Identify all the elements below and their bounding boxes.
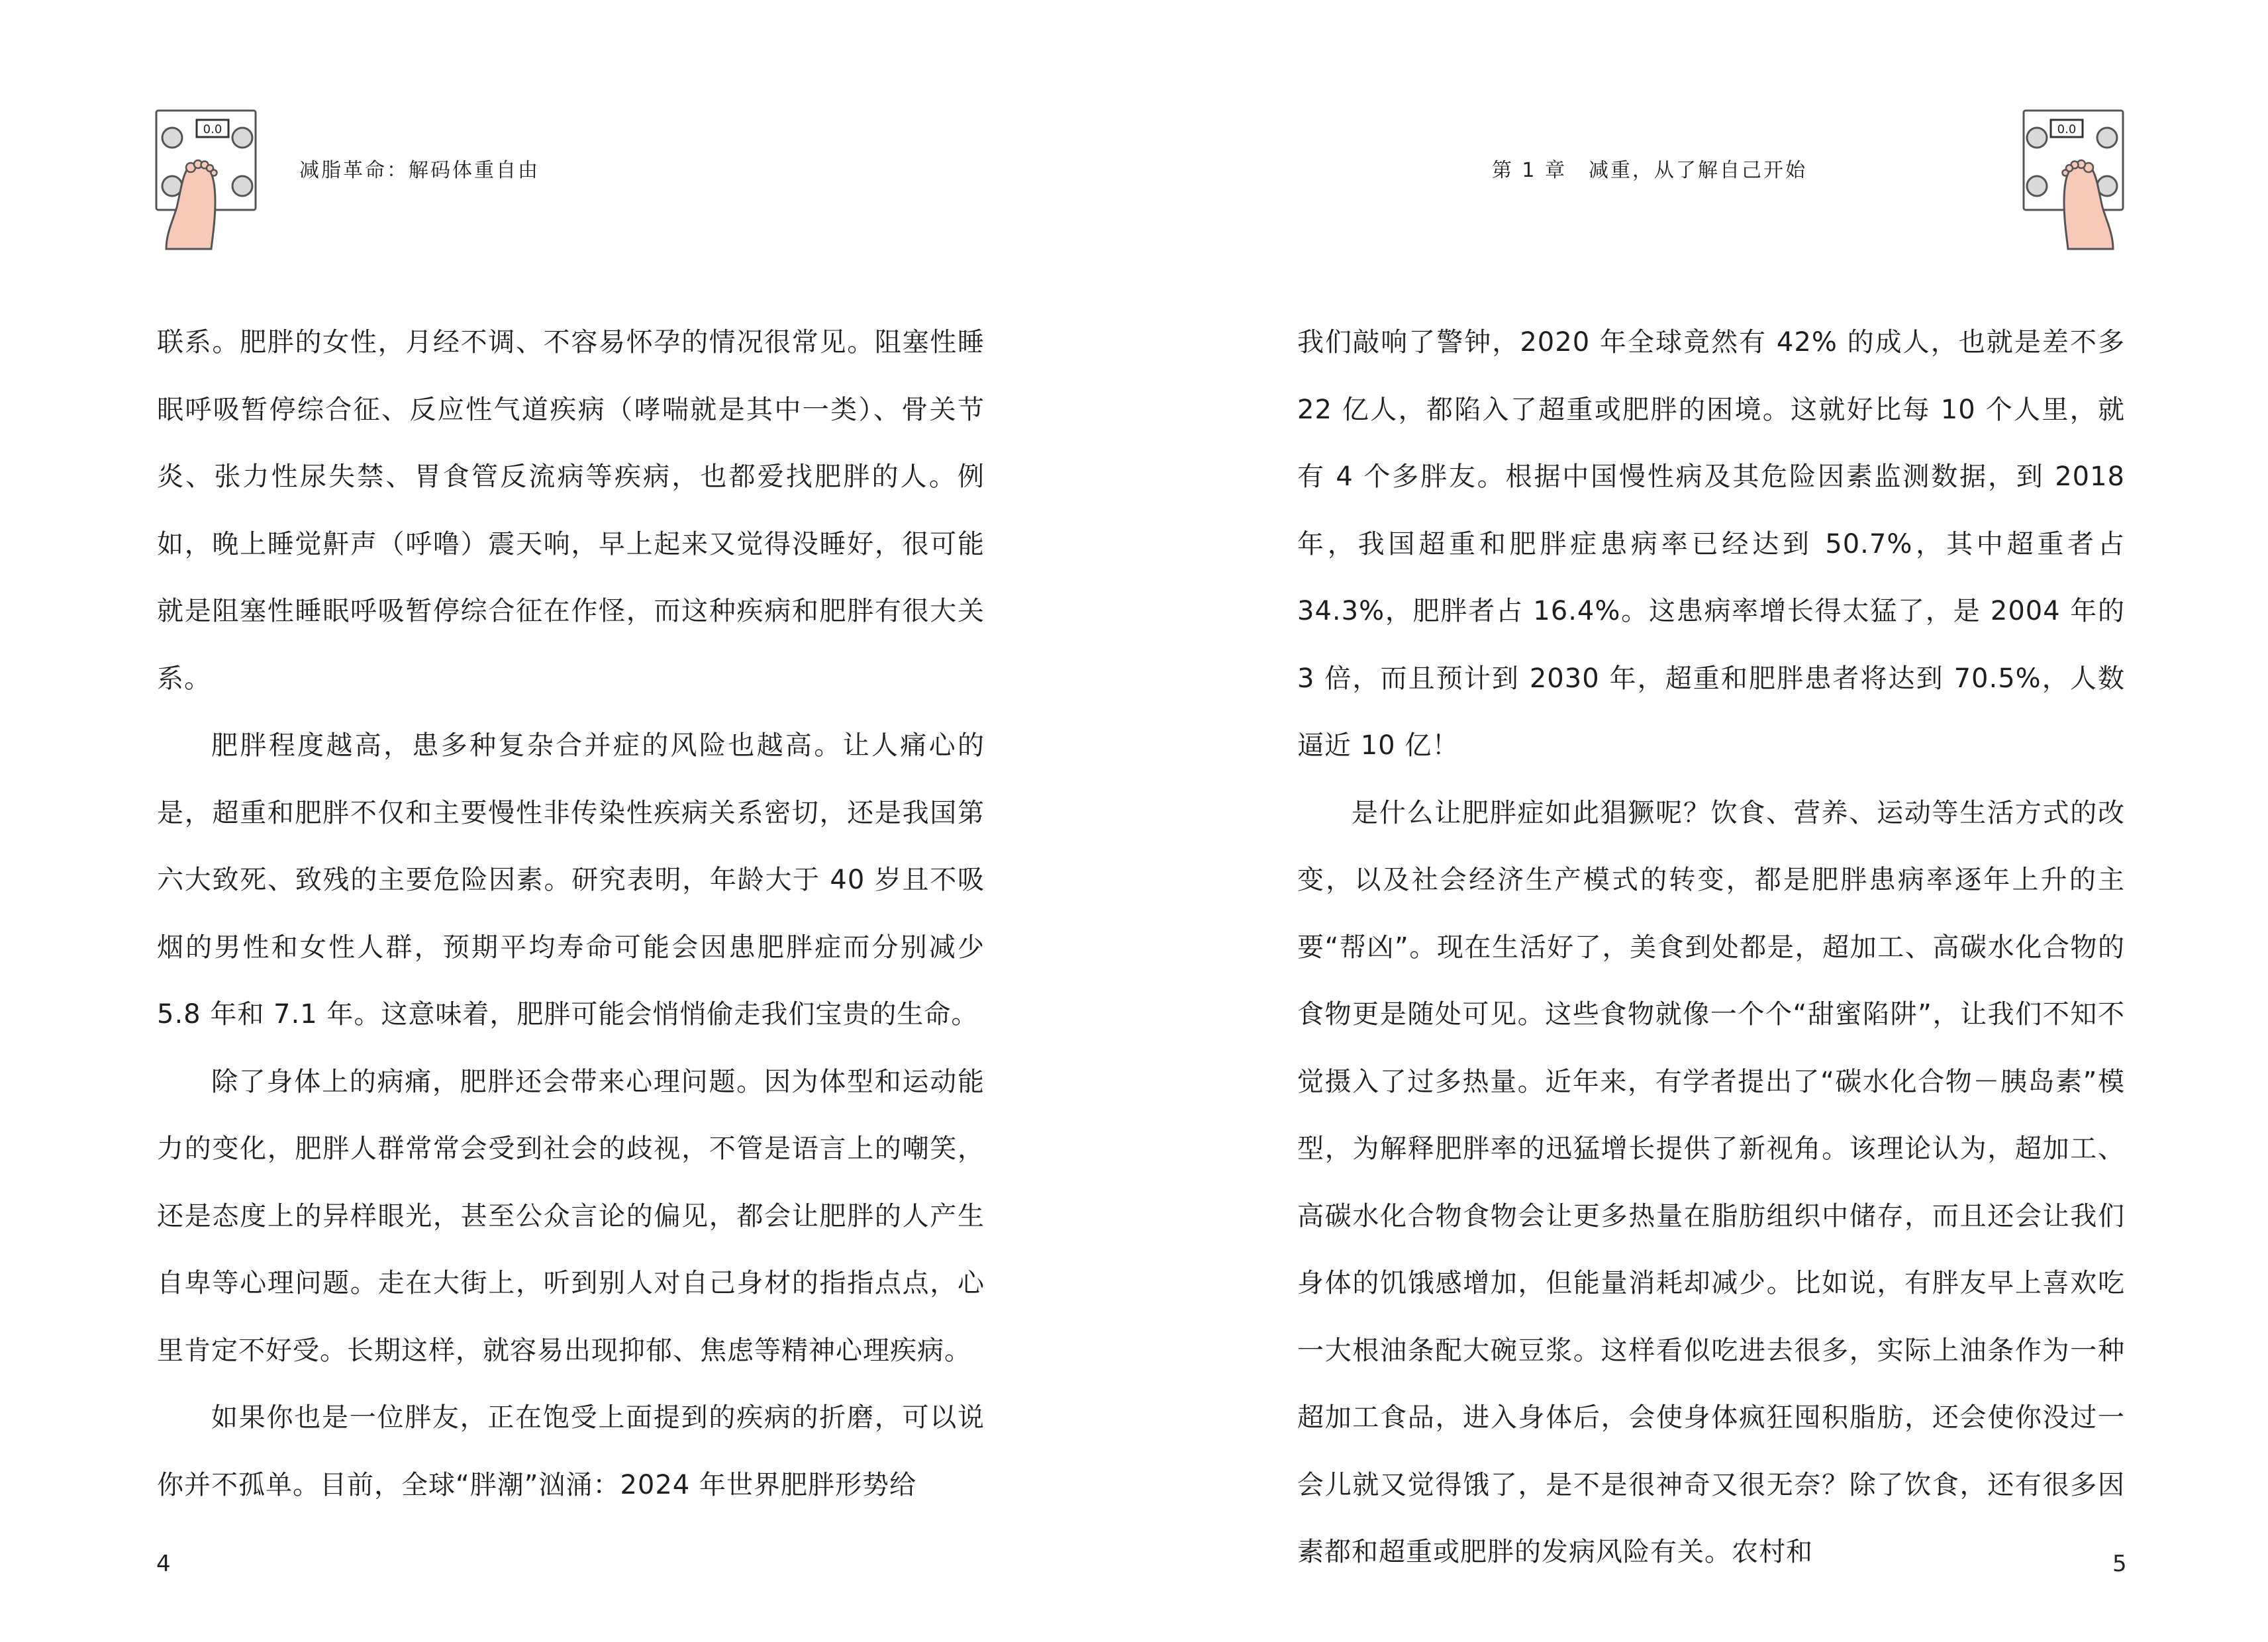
body-text	[157, 309, 985, 1519]
page-number: 4	[156, 1551, 171, 1577]
paragraph: 是什么让肥胖症如此猖獗呢？饮食、营养、运动等生活方式的改变，以及社会经济生产模式的转变，都是肥胖患病率逐年上升的主要“帮凶”。现在生活好了，美食到处都是，超加工、高碳水化合物的食物更是随处可见。这些食物就像一个个“甜蜜陷阱”，让我们不知不觉摄入了过多热量。近年来，有学者提出了“碳水化合物－胰岛素”模型，为解释肥胖率的迅猛增长提供了新视角。该理论认为，超加工、高碳水化合物食物会让更多热量在脂肪组织中储存，而且还会让我们身体的饥饿感增加，但能量消耗却减少。比如说，有胖友早上喜欢吃一大根油条配大碗豆浆。这样看似吃进去很多，实际上油条作为一种超加工食品，进入身体后，会使身体疯狂囤积脂肪，还会使你没过一会儿就又觉得饿了，是不是很神奇又很无奈？除了饮食，还有很多因素都和超重或肥胖的发病风险有关。农村和	[1297, 797, 2125, 1567]
running-header: 第 1 章 减重，从了解自己开始	[1491, 159, 1807, 182]
scale-display: 0.0	[203, 122, 222, 136]
paragraph: 如果你也是一位胖友，正在饱受上面提到的疾病的折磨，可以说你并不孤单。目前，全球“胖潮”汹涌：2024 年世界肥胖形势给	[157, 1402, 985, 1500]
paragraph: 肥胖程度越高，患多种复杂合并症的风险也越高。让人痛心的是，超重和肥胖不仅和主要慢性非传染性疾病关系密切，还是我国第六大致死、致残的主要危险因素。研究表明，年龄大于 40 岁且不吸烟的男性和女性人群，预期平均寿命可能会因患肥胖症而分别减少 5.8 年和 7.1 年。这意味着，肥胖可能会悄悄偷走我们宝贵的生命。	[157, 730, 985, 1030]
paragraph: 除了身体上的病痛，肥胖还会带来心理问题。因为体型和运动能力的变化，肥胖人群常常会受到社会的歧视，不管是语言上的嘲笑，还是态度上的异样眼光，甚至公众言论的偏见，都会让肥胖的人产生自卑等心理问题。走在大街上，听到别人对自己身材的指指点点，心里肯定不好受。长期这样，就容易出现抑郁、焦虑等精神心理疾病。	[157, 1066, 985, 1366]
right-page	[1134, 0, 2268, 1642]
body-text	[1297, 309, 2125, 1586]
page-number: 5	[2112, 1551, 2127, 1577]
scale-with-foot-icon	[2020, 108, 2125, 251]
scale-display: 0.0	[2057, 122, 2077, 136]
paragraph: 我们敲响了警钟，2020 年全球竟然有 42% 的成人，也就是差不多 22 亿人，都陷入了超重或肥胖的困境。这就好比每 10 个人里，就有 4 个多胖友。根据中国慢性病及其危险因素监测数据，到 2018 年，我国超重和肥胖症患病率已经达到 50.7%，其中超重者占 34.3%，肥胖者占 16.4%。这患病率增长得太猛了，是 2004 年的 3 倍，而且预计到 2030 年，超重和肥胖患者将达到 70.5%，人数逼近 10 亿！	[1297, 327, 2125, 761]
running-header: 减脂革命：解码体重自由	[299, 159, 540, 182]
scale-with-foot-icon	[154, 108, 259, 251]
paragraph: 联系。肥胖的女性，月经不调、不容易怀孕的情况很常见。阻塞性睡眠呼吸暂停综合征、反应性气道疾病（哮喘就是其中一类）、骨关节炎、张力性尿失禁、胃食管反流病等疾病，也都爱找肥胖的人。例如，晚上睡觉鼾声（呼噜）震天响，早上起来又觉得没睡好，很可能就是阻塞性睡眠呼吸暂停综合征在作怪，而这种疾病和肥胖有很大关系。	[157, 327, 985, 694]
